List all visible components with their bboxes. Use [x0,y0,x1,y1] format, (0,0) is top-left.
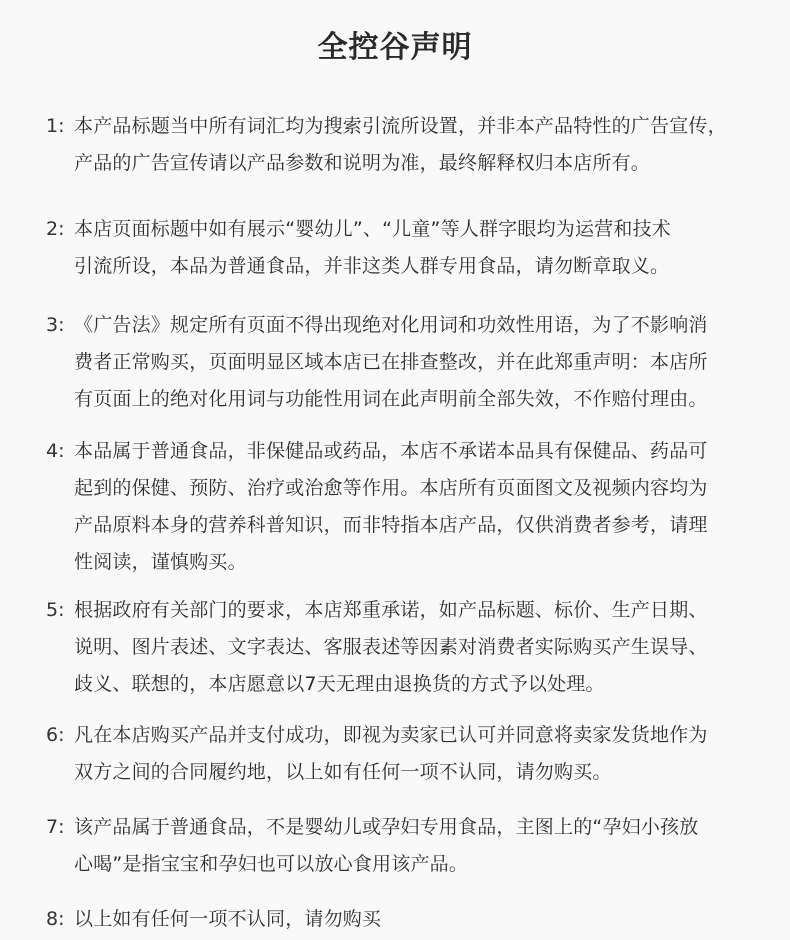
text-line: 说明、图片表述、文字表达、客服表述等因素对消费者实际购买产生误导、 [74,636,708,658]
item-number: 4: [46,440,65,462]
text-line: 凡在本店购买产品并支付成功，即视为卖家已认可并同意将卖家发货地作为 [74,724,708,746]
text-line: 有页面上的绝对化用词与功能性用词在此声明前全部失效，不作赔付理由。 [74,388,708,410]
statement-item-2 [46,211,756,285]
text-line: 起到的保健、预防、治疗或治愈等作用。本店所有页面图文及视频内容均为 [74,477,708,499]
text-line: 歧义、联想的，本店愿意以7天无理由退换货的方式予以处理。 [74,673,605,695]
text-line: 本产品标题当中所有词汇均为搜索引流所设置，并非本产品特性的广告宣传， [74,115,727,137]
statement-item-3 [46,307,756,418]
text-line: 产品原料本身的营养科普知识，而非特指本店产品，仅供消费者参考，请理 [74,514,708,536]
item-number: 8: [46,908,65,930]
text-line: 性阅读，谨慎购买。 [74,551,247,573]
text-line: 引流所设，本品为普通食品，并非这类人群专用食品，请勿断章取义。 [74,255,670,277]
text-line: 费者正常购买，页面明显区域本店已在排查整改，并在此郑重声明：本店所 [74,351,708,373]
statement-item-7 [46,809,756,883]
item-text [74,901,756,938]
text-line: 心喝”是指宝宝和孕妇也可以放心食用该产品。 [74,853,469,875]
text-line: 根据政府有关部门的要求，本店郑重承诺，如产品标题、标价、生产日期、 [74,599,708,621]
item-number: 7: [46,816,65,838]
text-line: 《广告法》规定所有页面不得出现绝对化用词和功效性用语，为了不影响消 [74,314,708,336]
item-text [74,307,756,418]
statement-item-8 [46,901,756,938]
text-line: 本店页面标题中如有展示“婴幼儿”、“儿童”等人群字眼均为运营和技术 [74,218,671,240]
page-title: 全控谷声明 [317,30,473,65]
item-text [74,433,756,581]
statement-item-5 [46,592,756,703]
statement-item-4 [46,433,756,581]
text-line: 以上如有任何一项不认同，请勿购买 [74,908,382,930]
item-number: 6: [46,724,65,746]
text-line: 该产品属于普通食品，不是婴幼儿或孕妇专用食品，主图上的“孕妇小孩放 [74,816,699,838]
statement-item-6 [46,717,756,791]
item-text [74,717,756,791]
text-line: 双方之间的合同履约地，以上如有任何一项不认同，请勿购买。 [74,761,612,783]
item-text [74,211,756,285]
text-line: 本品属于普通食品，非保健品或药品，本店不承诺本品具有保健品、药品可 [74,440,708,462]
item-number: 2: [46,218,65,240]
text-line: 产品的广告宣传请以产品参数和说明为准，最终解释权归本店所有。 [74,152,651,174]
item-number: 3: [46,314,65,336]
item-text [74,108,756,182]
item-text [74,809,756,883]
item-number: 5: [46,599,65,621]
item-text [74,592,756,703]
statement-item-1 [46,108,756,182]
item-number: 1: [46,115,65,137]
